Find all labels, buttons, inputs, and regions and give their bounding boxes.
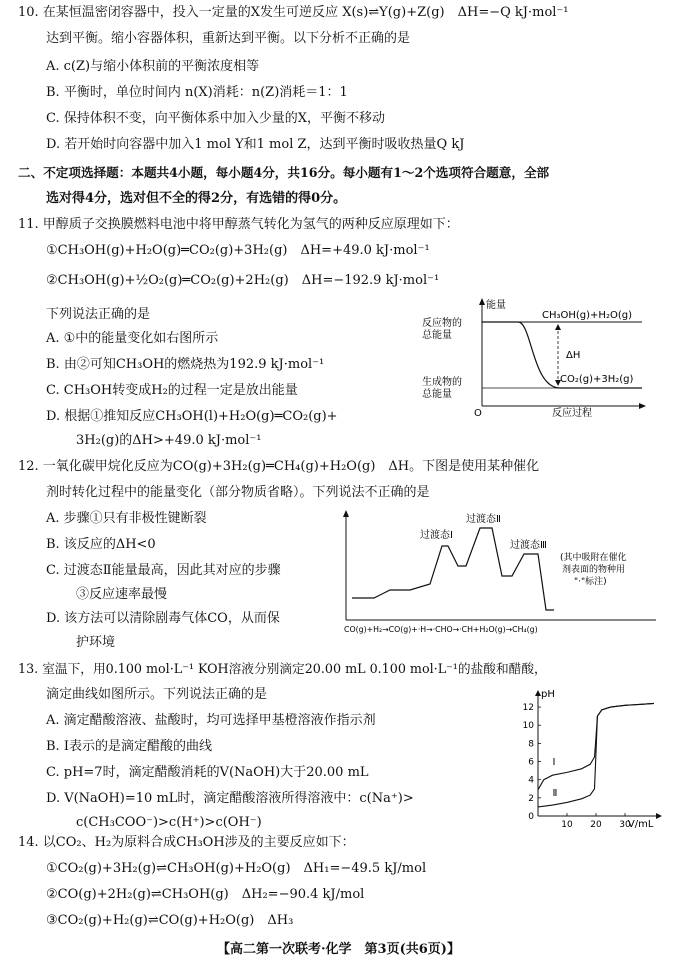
q12-fig-note-1: (其中吸附在催化 bbox=[560, 553, 627, 563]
q13-stem-2: 滴定曲线如图所示。下列说法正确的是 bbox=[46, 687, 268, 702]
q12-energy-profile bbox=[342, 508, 660, 636]
q13-option-a: A. 滴定醋酸溶液、盐酸时，均可选择甲基橙溶液作指示剂 bbox=[46, 713, 376, 728]
q11-fig-product-label-2: 总能量 bbox=[422, 389, 452, 400]
q12-option-b: B. 该反应的ΔH<0 bbox=[46, 537, 156, 552]
q13-fig-y-tick-label: 0 bbox=[528, 812, 534, 822]
q12-fig-note-3: "·"标注) bbox=[574, 577, 607, 587]
q14-reaction-2: ②CO(g)+2H₂(g)⇌CH₃OH(g) ΔH₂=−90.4 kJ/mol bbox=[46, 887, 365, 902]
q11-stem: 11. 甲醇质子交换膜燃料电池中将甲醇蒸气转化为氢气的两种反应原理如下： bbox=[18, 217, 459, 232]
q12-fig-note-2: 剂表面的物种用 bbox=[562, 565, 626, 575]
q13-option-d-1: D. V(NaOH)=10 mL时，滴定醋酸溶液所得溶液中：c(Na⁺)> bbox=[46, 791, 414, 806]
q12-fig-transition-state-2: 过渡态Ⅱ bbox=[466, 514, 501, 525]
q12-fig-axis-species: CO(g)+H₂→CO(g)+·H→·CHO→·CH+H₂O(g)→CH₄(g) bbox=[344, 625, 538, 634]
q13-fig-y-label: pH bbox=[541, 689, 555, 700]
q11-fig-x-axis: 反应过程 bbox=[552, 408, 592, 419]
q11-option-d-1: D. 根据①推知反应CH₃OH(l)+H₂O(g)═CO₂(g)+ bbox=[46, 409, 338, 424]
q12-option-a: A. 步骤①只有非极性键断裂 bbox=[46, 511, 207, 526]
q13-fig-y-tick-label: 6 bbox=[528, 757, 534, 768]
q11-energy-diagram bbox=[420, 296, 650, 420]
q13-stem-1: 13. 室温下，用0.100 mol·L⁻¹ KOH溶液分别滴定20.00 mL 0.100 mol·L⁻¹的盐酸和醋酸， bbox=[18, 661, 547, 676]
q11-fig-reactant-label-2: 总能量 bbox=[422, 330, 452, 341]
q11-fig-reactant-label-1: 反应物的 bbox=[422, 318, 462, 329]
q14-stem: 14. 以CO₂、H₂为原料合成CH₃OH涉及的主要反应如下： bbox=[18, 835, 355, 850]
page-footer: 【高二第一次联考·化学 第3页(共6页)】 bbox=[217, 942, 460, 957]
q13-fig-x-arrow bbox=[656, 813, 662, 819]
q13-option-b: B. Ⅰ表示的是滴定醋酸的曲线 bbox=[46, 739, 212, 754]
q12-option-c-2: ③反应速率最慢 bbox=[76, 587, 168, 602]
q10-option-b: B. 平衡时，单位时间内 n(X)消耗：n(Z)消耗＝1：1 bbox=[46, 85, 348, 100]
q13-fig-x-tick-label: 20 bbox=[590, 820, 602, 830]
q10-stem-1: 10. 在某恒温密闭容器中，投入一定量的X发生可逆反应 X(s)⇌Y(g)+Z(g) ΔH=−Q kJ·mol⁻¹ bbox=[18, 5, 569, 20]
q11-reaction-2: ②CH₃OH(g)+½O₂(g)═CO₂(g)+2H₂(g) ΔH=−192.9 kJ·mol⁻¹ bbox=[46, 273, 440, 288]
q11-reaction-1: ①CH₃OH(g)+H₂O(g)═CO₂(g)+3H₂(g) ΔH=+49.0 kJ·mol⁻¹ bbox=[46, 243, 430, 258]
q12-stem-2: 剂时转化过程中的能量变化（部分物质省略）。下列说法不正确的是 bbox=[46, 485, 430, 500]
q13-fig-y-tick-label: 4 bbox=[528, 775, 534, 786]
q11-fig-bottom-species: CO₂(g)+3H₂(g) bbox=[560, 374, 634, 385]
q13-fig-y-tick-label: 8 bbox=[528, 739, 534, 750]
q12-fig-transition-state-1: 过渡态Ⅰ bbox=[420, 530, 453, 541]
q11-fig-delta-h: ΔH bbox=[566, 350, 581, 361]
q10-stem-2: 达到平衡。缩小容器体积，重新达到平衡。以下分析不正确的是 bbox=[46, 31, 411, 46]
q11-option-a: A. ①中的能量变化如右图所示 bbox=[46, 331, 219, 346]
q13-fig-x-tick-label: 10 bbox=[561, 820, 573, 830]
q11-ask: 下列说法正确的是 bbox=[46, 307, 151, 322]
q12-fig-transition-state-3: 过渡态Ⅲ bbox=[510, 540, 547, 551]
q12-option-c-1: C. 过渡态Ⅱ能量最高，因此其对应的步骤 bbox=[46, 563, 281, 578]
q13-fig-x-tick-label: 30 bbox=[619, 820, 631, 830]
q12-option-d-1: D. 该方法可以清除剧毒气体CO，从而保 bbox=[46, 611, 280, 626]
q10-option-c: C. 保持体积不变，向平衡体系中加入少量的X，平衡不移动 bbox=[46, 111, 386, 126]
q11-fig-origin: O bbox=[474, 408, 482, 419]
q11-option-c: C. CH₃OH转变成H₂的过程一定是放出能量 bbox=[46, 383, 298, 398]
q13-option-d-2: c(CH₃COO⁻)>c(H⁺)>c(OH⁻) bbox=[76, 815, 262, 830]
q11-fig-top-species: CH₃OH(g)+H₂O(g) bbox=[542, 310, 632, 321]
q13-titration-chart bbox=[516, 688, 662, 834]
q10-option-a: A. c(Z)与缩小体积前的平衡浓度相等 bbox=[46, 59, 260, 74]
q11-option-b: B. 由②可知CH₃OH的燃烧热为192.9 kJ·mol⁻¹ bbox=[46, 357, 325, 372]
q11-fig-product-label-1: 生成物的 bbox=[422, 377, 462, 388]
q12-option-d-2: 护环境 bbox=[76, 635, 116, 650]
q11-option-d-2: 3H₂(g)的ΔH>+49.0 kJ·mol⁻¹ bbox=[76, 433, 262, 448]
q13-fig-curve-1-label: Ⅰ bbox=[552, 757, 556, 769]
section2-heading-2: 选对得4分，选对但不全的得2分，有选错的得0分。 bbox=[46, 191, 347, 206]
q12-stem-1: 12. 一氧化碳甲烷化反应为CO(g)+3H₂(g)═CH₄(g)+H₂O(g) ΔH。下图是使用某种催化 bbox=[18, 459, 540, 474]
q13-fig-x-label: V/mL bbox=[627, 819, 654, 830]
q11-fig-y-axis: 能量 bbox=[486, 300, 506, 311]
q13-fig-y-tick-label: 10 bbox=[522, 721, 534, 732]
q14-reaction-3: ③CO₂(g)+H₂(g)⇌CO(g)+H₂O(g) ΔH₃ bbox=[46, 913, 294, 928]
q14-reaction-1: ①CO₂(g)+3H₂(g)⇌CH₃OH(g)+H₂O(g) ΔH₁=−49.5 kJ/mol bbox=[46, 861, 427, 876]
q13-fig-curve-2-label: Ⅱ bbox=[552, 788, 558, 800]
q13-option-c: C. pH=7时，滴定醋酸消耗的V(NaOH)大于20.00 mL bbox=[46, 765, 369, 780]
q13-fig-y-tick-label: 12 bbox=[522, 703, 534, 714]
section2-heading-1: 二、不定项选择题：本题共4小题，每小题4分，共16分。每小题有1～2个选项符合题意，全部 bbox=[18, 165, 550, 180]
q13-fig-y-tick-label: 2 bbox=[528, 793, 534, 804]
q10-option-d: D. 若开始时向容器中加入1 mol Y和1 mol Z，达到平衡时吸收热量Q kJ bbox=[46, 137, 465, 152]
